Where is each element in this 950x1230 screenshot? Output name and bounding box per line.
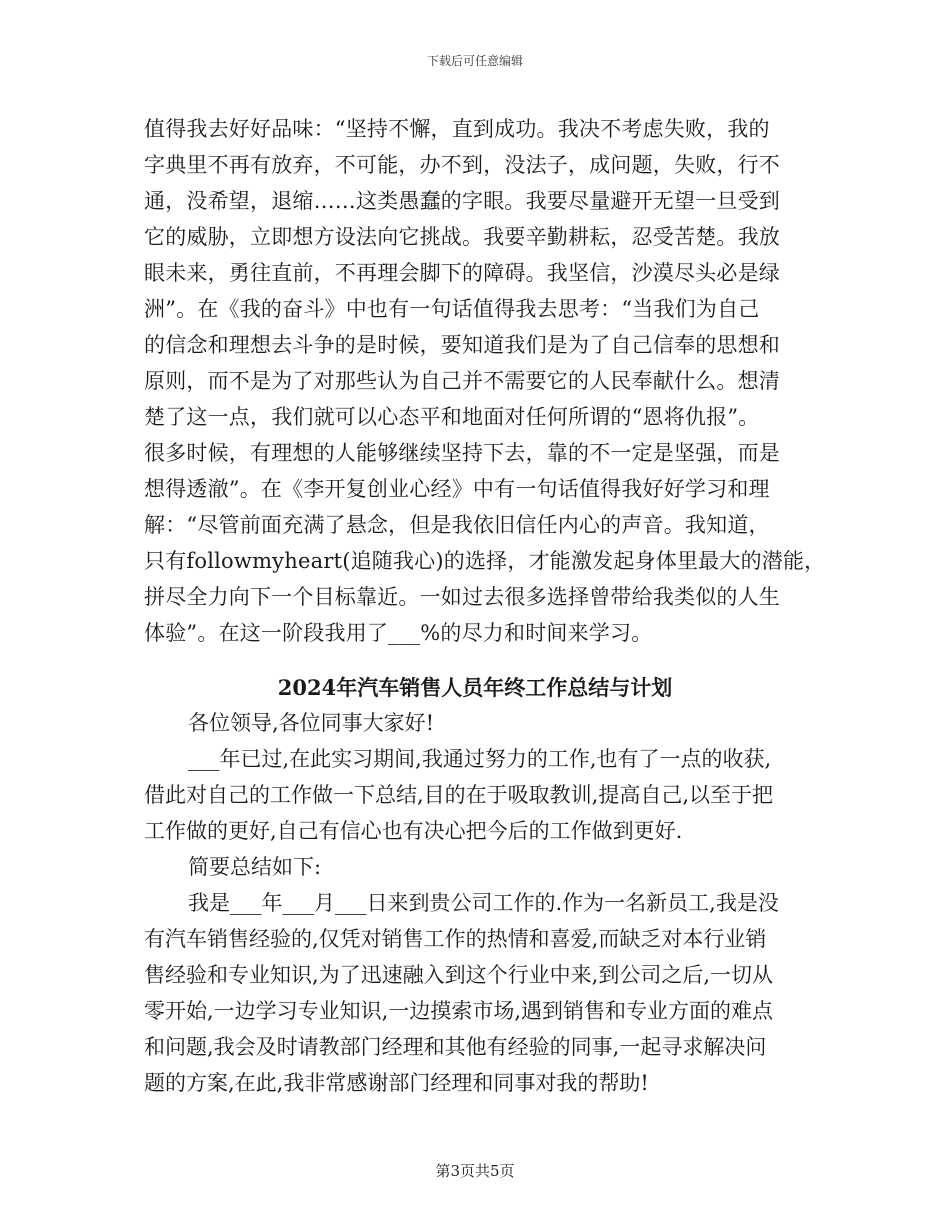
body-line: 原则，而不是为了对那些认为自己并不需要它的人民奉献什么。想清 — [144, 369, 780, 393]
section-line: 售经验和专业知识,为了迅速融入到这个行业中来,到公司之后,一切从 — [144, 963, 774, 987]
body-line: 楚了这一点，我们就可以心态平和地面对任何所谓的“恩将仇报”。 — [144, 405, 760, 429]
body-line: 拼尽全力向下一个目标靠近。一如过去很多选择曾带给我类似的人生 — [144, 585, 780, 609]
body-line: 很多时候，有理想的人能够继续坚持下去，靠的不一定是坚强，而是 — [144, 441, 780, 465]
body-line: 只有followmyheart(追随我心)的选择，才能激发起身体里最大的潜能， — [144, 549, 826, 573]
body-line: 它的威胁，立即想方设法向它挑战。我要辛勤耕耘，忍受苦楚。我放 — [144, 225, 780, 249]
section-line: 零开始,一边学习专业知识,一边摸索市场,遇到销售和专业方面的难点 — [144, 999, 774, 1023]
body-line: 字典里不再有放弃，不可能，办不到，没法子，成问题，失败，行不 — [144, 153, 780, 177]
section-line: 有汽车销售经验的,仅凭对销售工作的热情和喜爱,而缺乏对本行业销 — [144, 927, 767, 951]
section-line: 借此对自己的工作做一下总结,目的在于吸取教训,提高自己,以至于把 — [144, 783, 774, 807]
section-line: 工作做的更好,自己有信心也有决心把今后的工作做到更好. — [144, 819, 683, 843]
body-line: 通，没希望，退缩……这类愚蠢的字眼。我要尽量避开无望一旦受到 — [144, 189, 780, 213]
body-line: 值得我去好好品味：“坚持不懈，直到成功。我决不考虑失败，我的 — [144, 117, 770, 141]
section-line: ___年已过,在此实习期间,我通过努力的工作,也有了一点的收获, — [188, 747, 772, 771]
section-line: 简要总结如下: — [188, 855, 322, 879]
section-title: 2024年汽车销售人员年终工作总结与计划 — [277, 675, 673, 700]
section-line: 题的方案,在此,我非常感谢部门经理和同事对我的帮助! — [144, 1071, 649, 1095]
body-line: 洲”。在《我的奋斗》中也有一句话值得我去思考：“当我们为自己 — [144, 297, 760, 321]
section-line: 和问题,我会及时请教部门经理和其他有经验的同事,一起寻求解决问 — [144, 1035, 767, 1059]
section-line: 各位领导,各位同事大家好! — [188, 711, 435, 735]
page-indicator: 第3页共5页 — [435, 1162, 515, 1180]
body-line: 眼未来，勇往直前，不再理会脚下的障碍。我坚信，沙漠尽头必是绿 — [144, 261, 780, 285]
body-line: 体验”。在这一阶段我用了___%的尽力和时间来学习。 — [144, 621, 653, 645]
download-note: 下载后可任意编辑 — [426, 54, 523, 68]
body-line: 想得透澈”。在《李开复创业心经》中有一句话值得我好好学习和理 — [144, 477, 770, 501]
section-line: 我是___年___月___日来到贵公司工作的.作为一名新员工,我是没 — [188, 891, 779, 915]
body-line: 的信念和理想去斗争的是时候，要知道我们是为了自己信奉的思想和 — [144, 333, 780, 357]
body-line: 解：“尽管前面充满了悬念，但是我依旧信任内心的声音。我知道， — [144, 513, 770, 537]
